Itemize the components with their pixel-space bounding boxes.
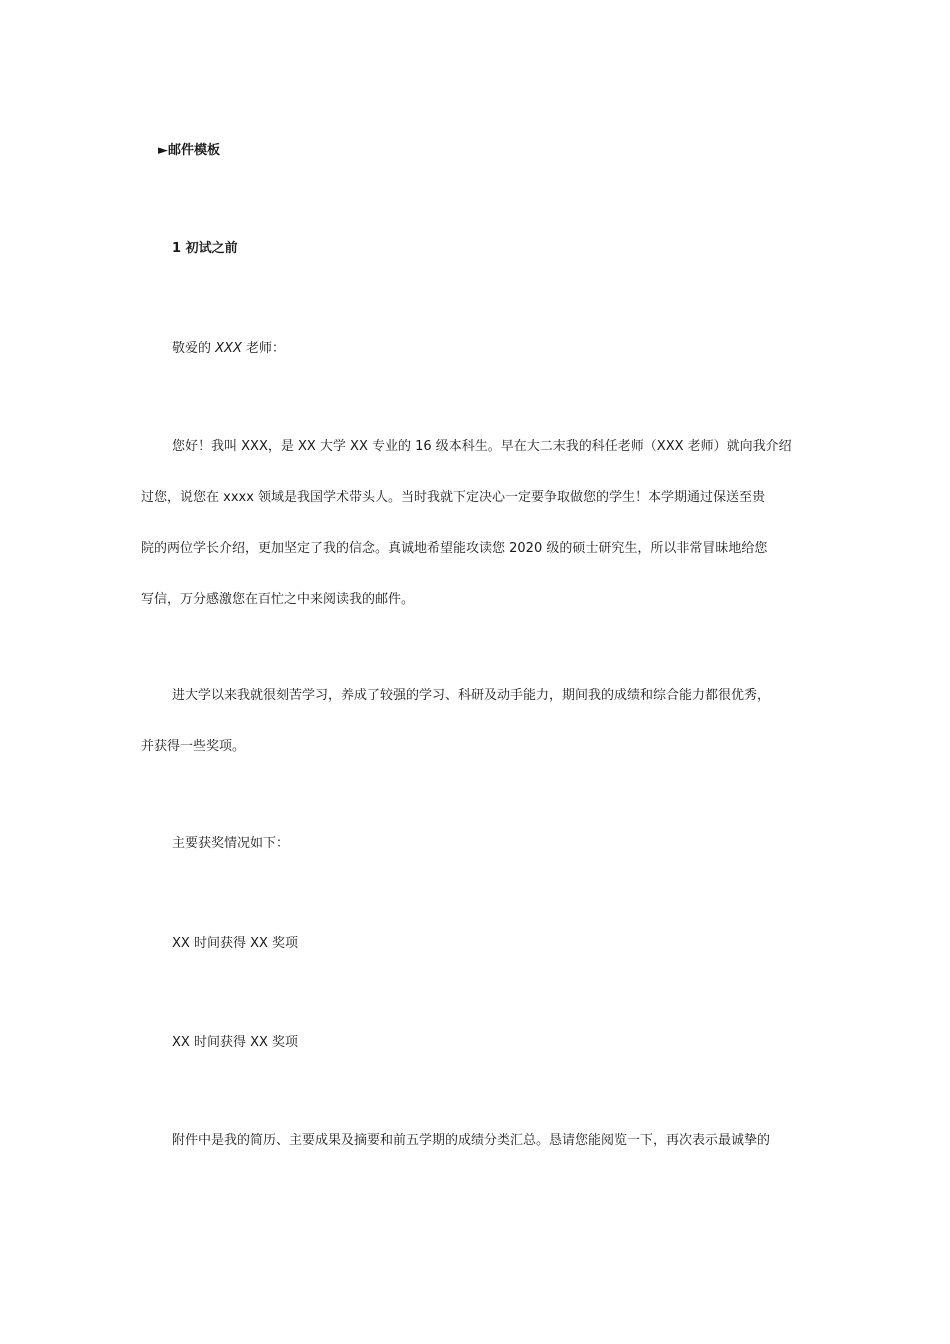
paragraph-line: 并获得一些奖项。 xyxy=(141,739,246,754)
paragraph-line: 附件中是我的简历、主要成果及摘要和前五学期的成绩分类汇总。恳请您能阅览一下，再次表示最诚挚的 xyxy=(172,1133,771,1148)
salutation-prefix: 敬爱的 xyxy=(172,341,216,356)
paragraph-line: 进大学以来我就很刻苦学习，养成了较强的学习、科研及动手能力，期间我的成绩和综合能力都很优秀， xyxy=(172,688,771,703)
attachment-paragraph xyxy=(141,1115,811,1166)
paragraph-line: 您好！我叫 XXX，是 XX 大学 XX 专业的 16 级本科生。早在大二末我的科任老师（XXX 老师）就向我介绍 xyxy=(172,439,792,454)
triangle-marker-icon: ► xyxy=(158,143,168,158)
award-item: XX 时间获得 XX 奖项 xyxy=(172,1035,299,1050)
award-item: XX 时间获得 XX 奖项 xyxy=(172,936,299,951)
salutation xyxy=(172,323,285,374)
intro-paragraph xyxy=(141,421,811,625)
salutation-name: XXX xyxy=(215,341,242,356)
paragraph-line: 院的两位学长介绍，更加坚定了我的信念。真诚地希望能攻读您 2020 级的硕士研究生，所以非常冒昧地给您 xyxy=(141,541,768,556)
paragraph-line: 写信，万分感激您在百忙之中来阅读我的邮件。 xyxy=(141,592,415,607)
salutation-suffix: 老师： xyxy=(241,341,285,356)
study-paragraph xyxy=(141,670,811,772)
template-heading xyxy=(158,125,220,176)
paragraph-line: 过您，说您在 xxxx 领域是我国学术带头人。当时我就下定决心一定要争取做您的学生！本学期通过保送至贵 xyxy=(141,490,766,505)
section-title: 1 初试之前 xyxy=(172,241,238,256)
awards-title: 主要获奖情况如下： xyxy=(172,836,290,851)
heading-title: 邮件模板 xyxy=(168,143,221,158)
